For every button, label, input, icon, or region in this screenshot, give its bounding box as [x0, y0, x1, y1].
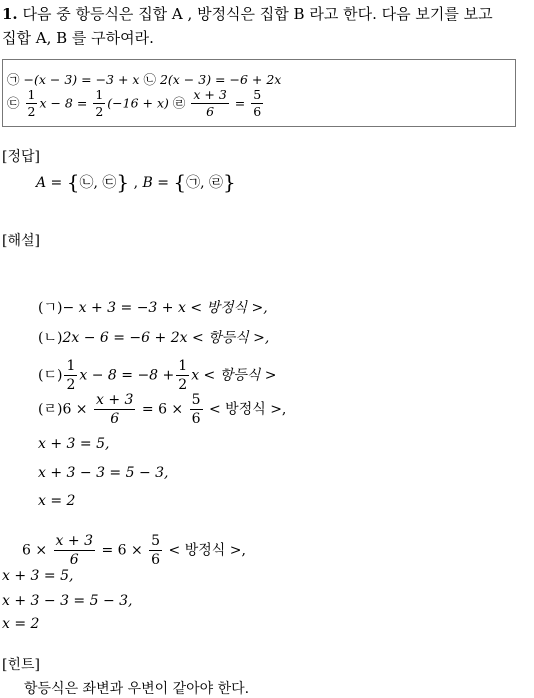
choice-text-1: −(x − 3) = −3 + x: [23, 72, 140, 87]
answer-a-items: ㉡, ㉢: [79, 175, 117, 191]
solution-line-4: (ㄹ)6 × $\frac{x + 3}{6}$ = 6 × $\frac{5}{6}$ < 방정식 >,: [38, 392, 287, 428]
answer-label: [정답]: [2, 149, 40, 165]
solution-second-line-1: x + 3 = 5,: [2, 568, 74, 584]
choice-mark-1: ㉠: [7, 72, 20, 87]
choice-4-frac-2: $\frac{5}{6}$: [253, 87, 262, 120]
choice-3-post: (−16 + x): [107, 95, 169, 111]
choice-mark-4: ㉣: [172, 95, 186, 111]
solution-line-5: x + 3 = 5,: [38, 436, 110, 452]
answer-line: A = {㉡, ㉢} , B = {㉠, ㉣}: [36, 170, 236, 194]
solution-line-3: (ㄷ) $\frac{1}{2}$ x − 8 = −8 + $\frac{1}{2}$ x < 항등식 >: [38, 358, 277, 394]
choice-mark-2: ㉡: [143, 72, 156, 87]
solution-second-eq: 6 × $\frac{x + 3}{6}$ = 6 × $\frac{5}{6}$ < 방정식 >,: [22, 533, 246, 569]
solution-second-line-3: x = 2: [2, 616, 40, 632]
choice-3-frac-2: $\frac{1}{2}$: [95, 87, 104, 120]
problem-line-1: [2, 7, 493, 22]
solution-line-1: (ㄱ)− x + 3 = −3 + x < 방정식 >,: [38, 300, 268, 316]
answer-b-items: ㉠, ㉣: [186, 175, 224, 191]
choice-3-mid: x − 8 =: [39, 95, 88, 111]
choice-mark-3: ㉢: [7, 95, 20, 111]
answer-a-prefix: A =: [36, 175, 63, 191]
problem-text-1: 다음 중 항등식은 집합 A , 방정식은 집합 B 라고 한다. 다음 보기를 보고: [22, 5, 493, 23]
problem-number: 1.: [2, 5, 18, 23]
solution-line-7: x = 2: [38, 493, 76, 509]
solution-label: [해설]: [2, 233, 40, 249]
hint-label: [힌트]: [2, 657, 40, 673]
answer-sep: ,: [133, 175, 139, 191]
answer-b-prefix: B =: [142, 175, 169, 191]
choice-4-frac-1: $\frac{x + 3}{6}$: [193, 87, 227, 120]
choice-row-1: [7, 74, 281, 87]
problem-line-2: [2, 31, 154, 46]
choice-row-2: [7, 88, 265, 120]
solution-line-6: x + 3 − 3 = 5 − 3,: [38, 465, 169, 481]
choice-3-frac-1: $\frac{1}{2}$: [27, 87, 36, 120]
solution-second-line-2: x + 3 − 3 = 5 − 3,: [2, 593, 133, 609]
problem-text-2: 집합 A, B 를 구하여라.: [2, 29, 154, 47]
choice-text-2: 2(x − 3) = −6 + 2x: [159, 72, 282, 87]
hint-text: 항등식은 좌변과 우변이 같아야 한다.: [24, 681, 250, 697]
solution-line-2: (ㄴ)2x − 6 = −6 + 2x < 항등식 >,: [38, 330, 270, 346]
choice-4-eq: =: [234, 95, 246, 111]
